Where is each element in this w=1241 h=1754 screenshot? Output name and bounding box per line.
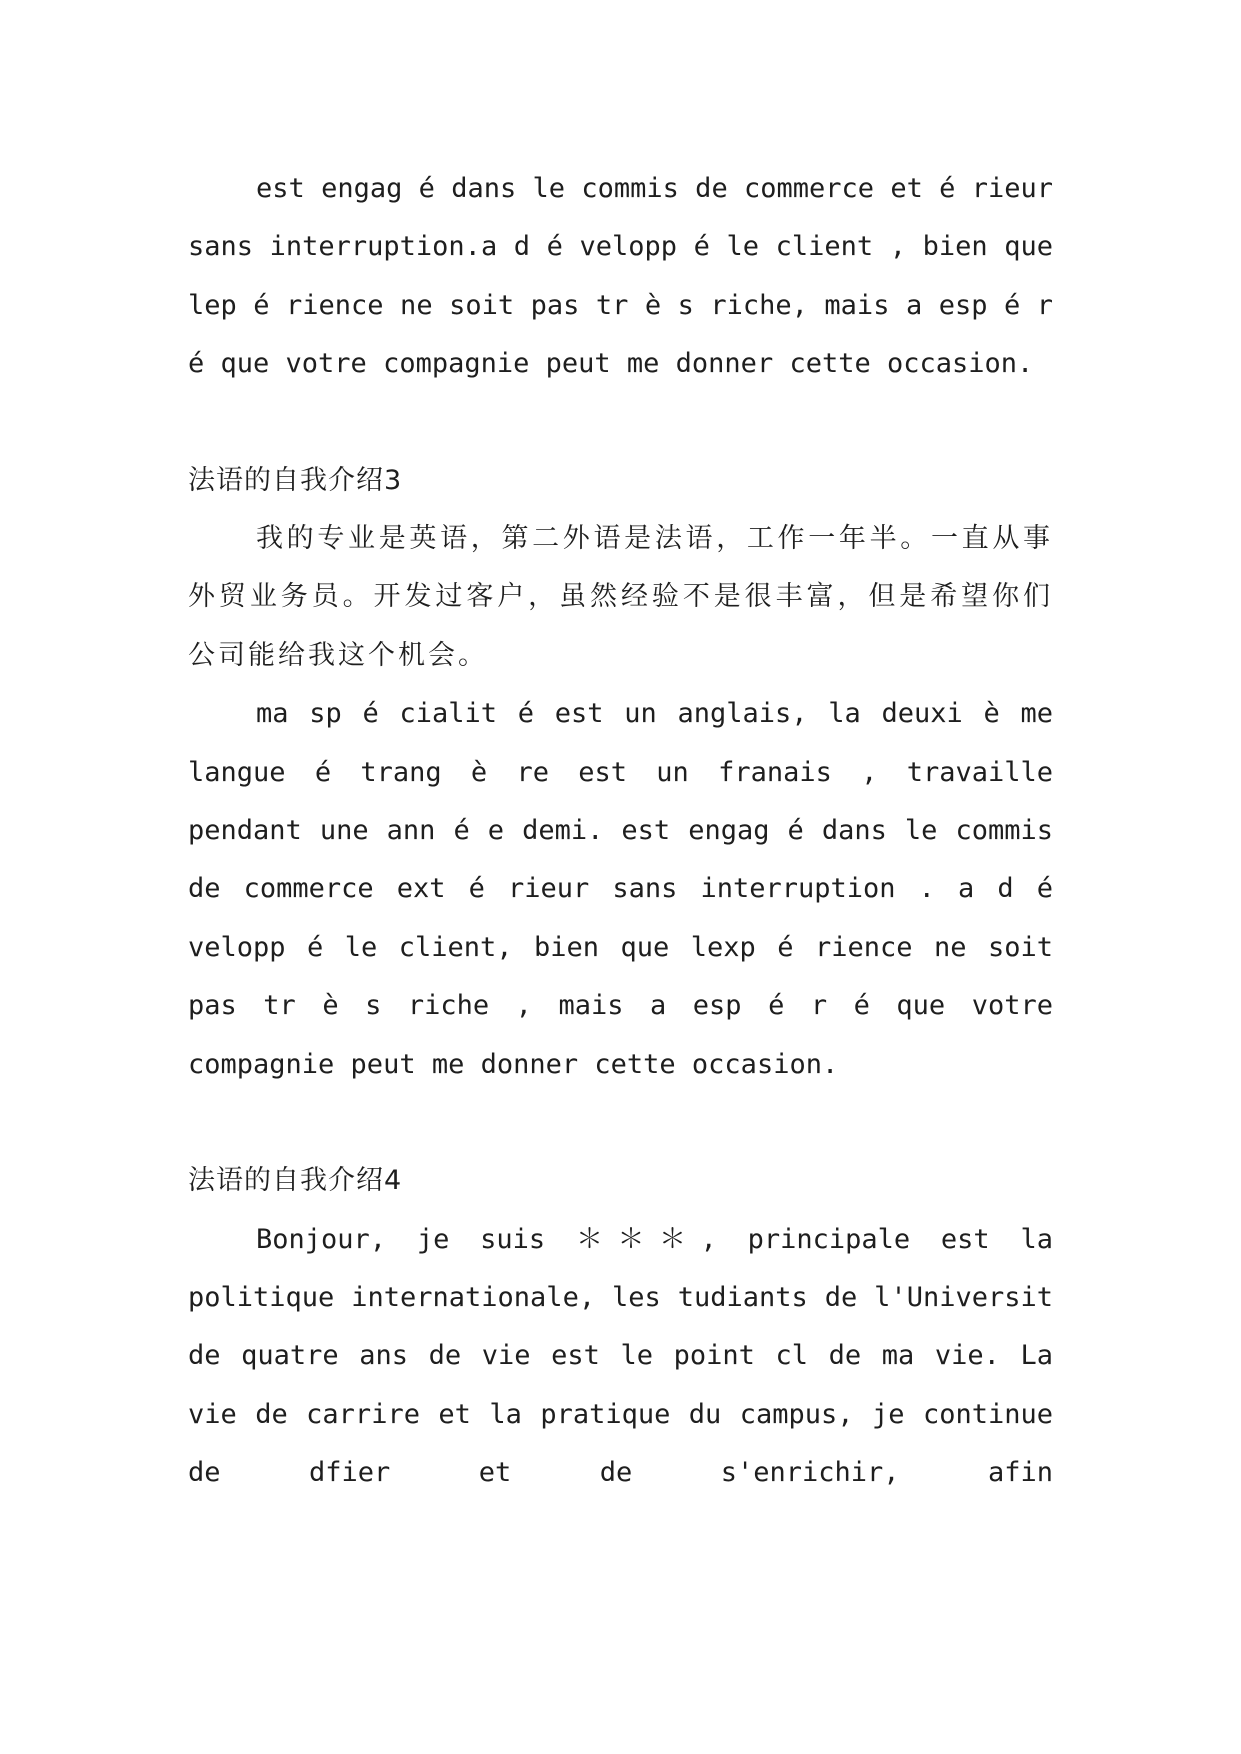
document-body: [188, 160, 1053, 1503]
paragraph-chinese-intro: 我的专业是英语，第二外语是法语，工作一年半。一直从事外贸业务员。开发过客户，虽然经验不是很丰富，但是希望你们公司能给我这个机会。: [188, 523, 1053, 671]
section-spacer: [188, 1094, 1053, 1152]
paragraph-french-continuation: est engag é dans le commis de commerce et é rieur sans interruption.a d é velopp é le client , bien que lep é rience ne soit pas tr è s riche, mais a esp é r é que votre compagnie peut me donner cette occasion.: [188, 173, 1053, 380]
paragraph-french-bonjour: Bonjour, je suis ＊＊＊, principale est la politique internationale, les tudiants de l'Universit de quatre ans de vie est le point cl de ma vie. La vie de carrire et la pratique du campus, je continue de dfier et de s'enrichir, afin: [188, 1223, 1053, 1489]
section-heading-3: 法语的自我介绍3: [188, 464, 403, 496]
section-spacer: [188, 394, 1053, 452]
paragraph-french-intro: ma sp é cialit é est un anglais, la deuxi è me langue é trang è re est un franais , travaille pendant une ann é e demi. est engag é dans le commis de commerce ext é rieur sans interruption . a d é velopp é le client, bien que lexp é rience ne soit pas tr è s riche , mais a esp é r é que votre compagnie peut me donner cette occasion.: [188, 698, 1053, 1080]
section-heading-4: 法语的自我介绍4: [188, 1165, 403, 1197]
